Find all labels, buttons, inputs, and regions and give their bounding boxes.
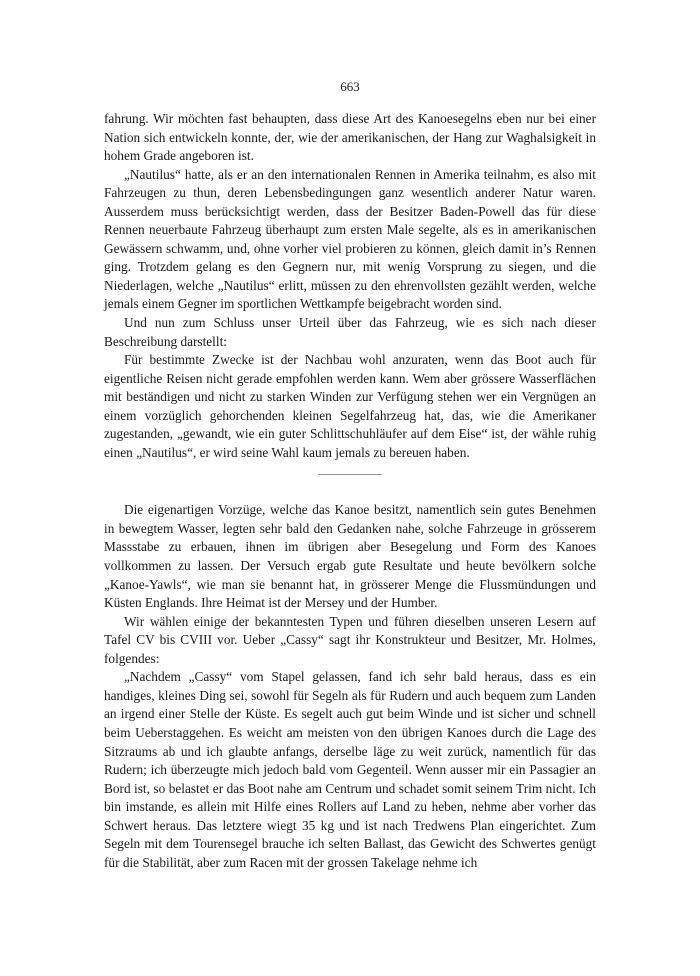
paragraph-conclusion-intro: Und nun zum Schluss unser Urteil über das Fahrzeug, wie es sich nach dieser Beschreibung darstellt: [104, 315, 596, 349]
page-number: 663 [340, 79, 360, 94]
paragraph-continuation: fahrung. Wir möchten fast behaupten, dass diese Art des Kanoesegelns eben nur bei einer Nation sich entwickeln konnte, der, wie der amerikanischen, der Hang zur Waghalsigkeit in hohem Grade angeboren ist. [104, 111, 596, 164]
paragraph-verdict: Für bestimmte Zwecke ist der Nachbau wohl anzuraten, wenn das Boot auch für eigentliche Reisen nicht gerade empfohlen werden kann. Wem aber grössere Wasserflächen mit beständigen und nicht zu starken Winden zur Verfügung stehen wer ein Vergnügen an einem vorzüglich gehorchenden kleinen Segelfahrzeug hat, das, wie die Amerikaner zugestanden, „gewandt, wie ein guter Schlittschuhläufer auf dem Eise“ ist, der wähle ruhig einen „Nautilus“, er wird seine Wahl kaum jemals zu bereuen haben. [104, 352, 596, 460]
paragraph-kanoe-yawls: Die eigenartigen Vorzüge, welche das Kanoe besitzt, namentlich sein gutes Benehmen in bewegtem Wasser, legten sehr bald den Gedanken nahe, solche Fahrzeuge in grösserem Massstabe zu erbauen, ihnen im übrigen aber Besegelung und Form des Kanoes vollkommen zu lassen. Der Versuch ergab gute Resultate und heute bevölkern solche „Kanoe-Yawls“, wie man sie benannt hat, in grösserer Menge die Flussmündungen und Küsten Englands. Ihre Heimat ist der Mersey und der Humber. [104, 502, 596, 611]
book-page [104, 78, 596, 872]
paragraph-cassy-quote: „Nachdem „Cassy“ vom Stapel gelassen, fand ich sehr bald heraus, dass es ein handiges, kleines Ding sei, sowohl für Segeln als für Rudern und auch bequem zum Landen an irgend einer Stelle der Küste. Es segelt auch gut beim Winde und ist sicher und schnell beim Ueberstaggehen. Es weicht am meisten von den übrigen Kanoes durch die Lage des Sitzraums ab und ich glaubte anfangs, derselbe läge zu weit zurück, namentlich für das Rudern; ich überzeugte mich jedoch bald vom Gegenteil. Wenn ausser mir ein Passagier an Bord ist, so belastet er das Boot nahe am Centrum und schadet somit seinem Trim nicht. Ich bin imstande, es allein mit Hilfe eines Rollers auf Land zu heben, nehme aber vorher das Schwert heraus. Das letztere wiegt 35 kg und ist nach Tredwens Plan eingerichtet. Zum Segeln mit dem Tourensegel brauche ich selten Ballast, das Gewicht des Schwertes genügt für die Stabilität, aber zum Racen mit der grossen Takelage nehme ich [104, 669, 596, 870]
paragraph-nautilus-races: „Nautilus“ hatte, als er an den internationalen Rennen in Amerika teilnahm, es also mit Fahrzeugen zu thun, deren Lebensbedingungen ganz wesentlich anderer Natur waren. Ausserdem muss berücksichtigt werden, dass der Besitzer Baden-Powell das für diese Rennen neuerbaute Fahrzeug überhaupt zum ersten Male segelte, als es in amerikanischen Gewässern schwamm, und, ohne vorher viel probieren zu können, gleich damit in’s Rennen ging. Trotzdem gelang es den Gegnern nur, mit wenig Vorsprung zu siegen, und die Niederlagen, welche „Nautilus“ erlitt, müssen zu den ehrenvollsten gezählt werden, welche jemals einem Gegner im sportlichen Wettkampfe beigebracht worden sind. [104, 166, 596, 312]
paragraph-tafel-intro: Wir wählen einige der bekanntesten Typen und führen dieselben unseren Lesern auf Tafel CV bis CVIII vor. Ueber „Cassy“ sagt ihr Konstrukteur und Besitzer, Mr. Holmes, folgendes: [104, 613, 596, 666]
section-divider [318, 474, 382, 475]
